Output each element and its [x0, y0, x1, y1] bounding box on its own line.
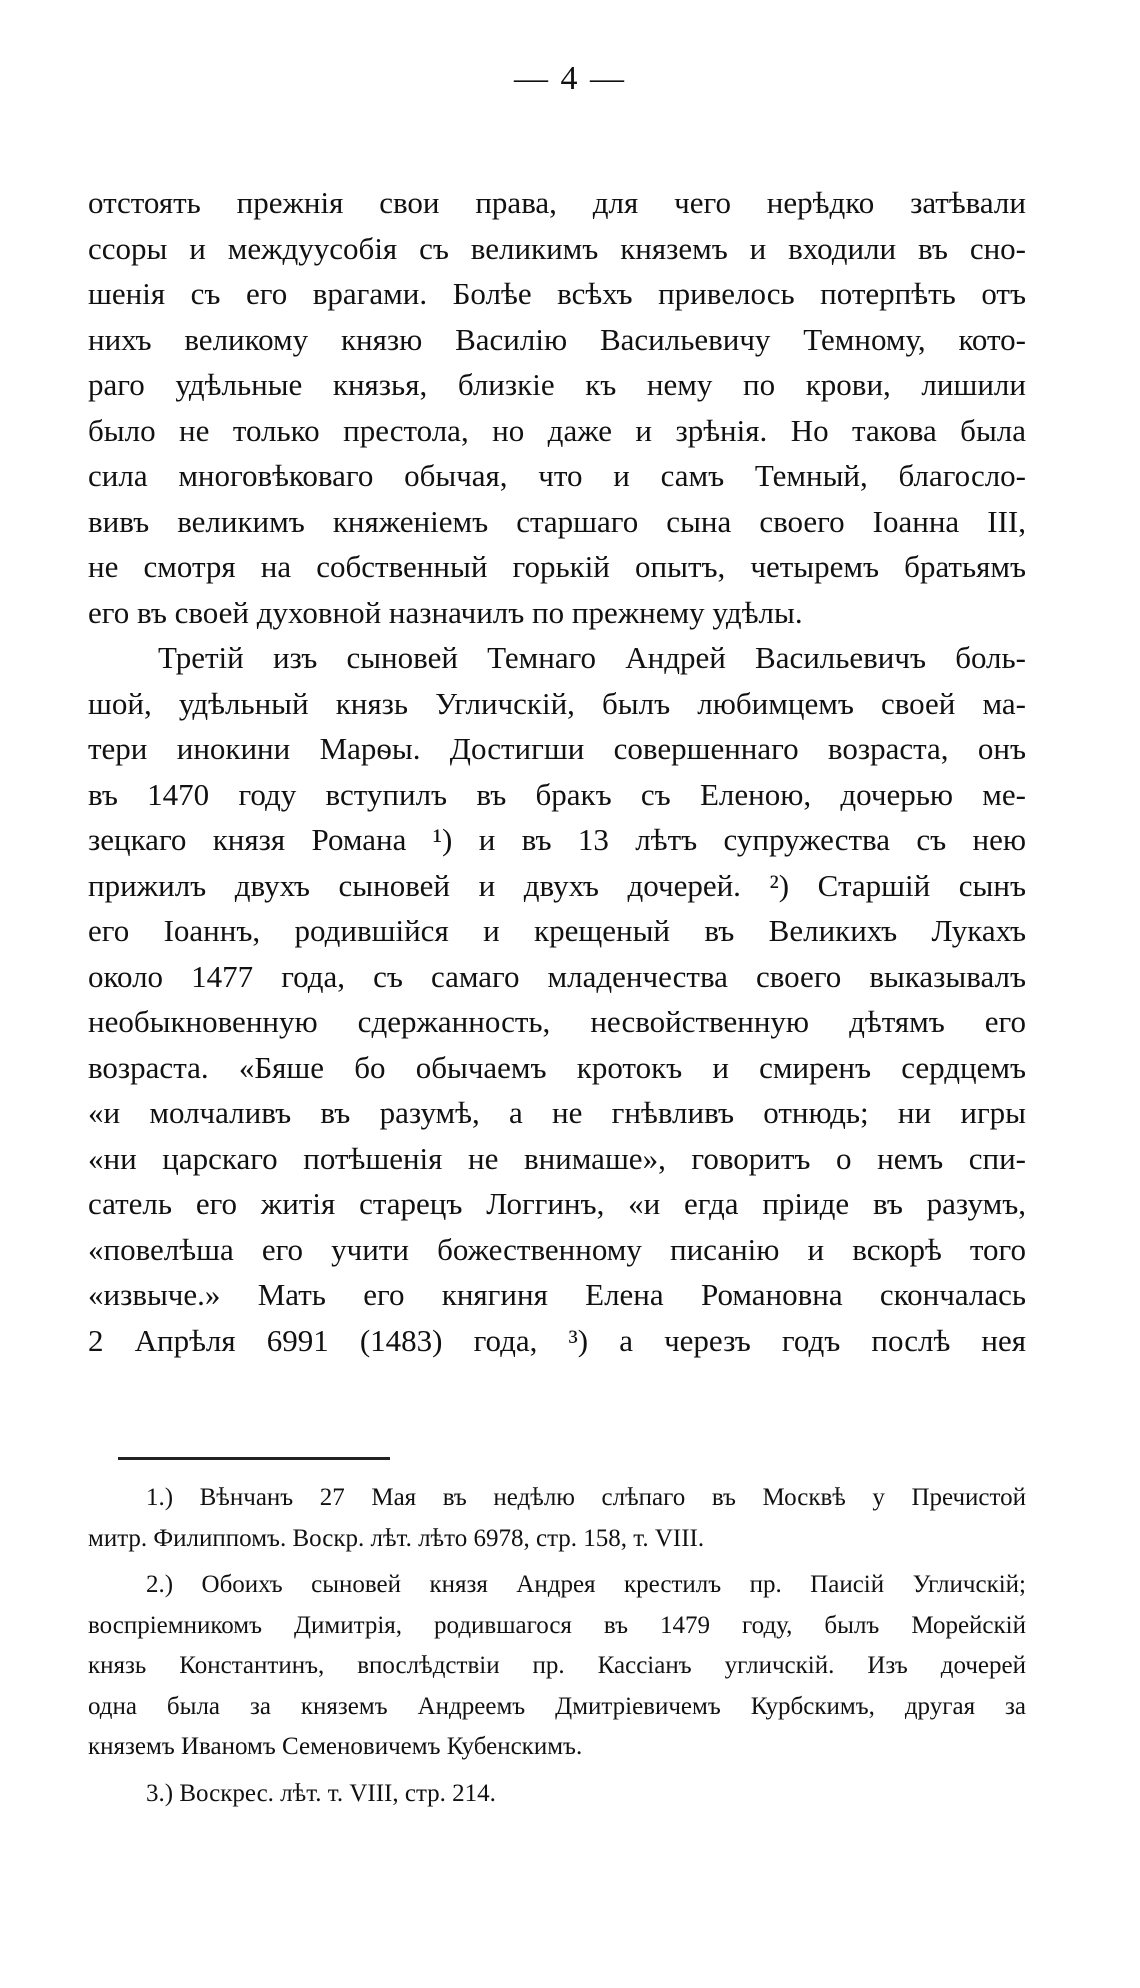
text-line: сатель его житія старецъ Логгинъ, «и егда пріиде въ разумъ, [88, 1186, 1026, 1221]
footnote-line: 2.) Обоихъ сыновей князя Андрея крестилъ пр. Паисій Угличскій; [146, 1571, 1026, 1598]
text-line: зецкаго князя Романа ¹) и въ 13 лѣтъ супружества съ нею [88, 822, 1026, 857]
page-number: — 4 — [514, 60, 626, 97]
text-line: вивъ великимъ княженіемъ старшаго сына своего Іоанна III, [88, 503, 1026, 539]
text-line: отстоять прежнія свои права, для чего нерѣдко затѣвали [88, 185, 1026, 220]
footnote-line: митр. Филиппомъ. Воскр. лѣт. лѣто 6978, стр. 158, т. VIII. [88, 1524, 705, 1552]
footnote-1 [88, 1478, 1026, 1559]
text-line: возраста. «Бяше бо обычаемъ кротокъ и смиренъ сердцемъ [88, 1049, 1026, 1085]
footnotes [88, 1478, 1026, 1814]
text-line: около 1477 года, съ самаго младенчества своего выказывалъ [88, 958, 1026, 994]
text-line: «извыче.» Мать его княгиня Елена Романовна скончалась [88, 1277, 1026, 1312]
text-line: сила многовѣковаго обычая, что и самъ Темный, благосло- [88, 458, 1026, 493]
footnote-3 [88, 1774, 1026, 1815]
footnote-line: 3.) Воскрес. лѣт. т. VIII, стр. 214. [146, 1779, 496, 1807]
text-line: раго удѣльные князья, близкіе къ нему по крови, лишили [88, 367, 1026, 402]
text-line: его въ своей духовной назначилъ по прежнему удѣлы. [88, 594, 803, 630]
text-line: не смотря на собственный горькій опытъ, четыремъ братьямъ [88, 549, 1026, 584]
text-line: 2 Апрѣля 6991 (1483) года, ³) а черезъ годъ послѣ нея [88, 1322, 1026, 1358]
text-line: прижилъ двухъ сыновей и двухъ дочерей. ²) Старшій сынъ [88, 867, 1026, 903]
text-line: «ни царскаго потѣшенія не внимаше», говоритъ о немъ спи- [88, 1140, 1026, 1176]
text-line: «и молчаливъ въ разумѣ, а не гнѣвливъ отнюдь; ни игры [88, 1095, 1026, 1130]
footnote-line: княземъ Иваномъ Семеновичемъ Кубенскимъ. [88, 1733, 583, 1760]
footnote-line: 1.) Вѣнчанъ 27 Мая въ недѣлю слѣпаго въ Москвѣ у Пречистой [146, 1484, 1026, 1511]
text-line: шой, удѣльный князь Угличскій, былъ любимцемъ своей ма- [88, 685, 1026, 721]
text-line: ссоры и междуусобія съ великимъ княземъ и входили въ сно- [88, 230, 1026, 266]
text-line: въ 1470 году вступилъ въ бракъ съ Еленою, дочерью ме- [88, 776, 1026, 812]
footnote-line: князь Константинъ, впослѣдствіи пр. Кассіанъ угличскій. Изъ дочерей [88, 1652, 1026, 1679]
text-line: необыкновенную сдержанность, несвойственную дѣтямъ его [88, 1004, 1026, 1039]
body-text [88, 180, 1026, 1363]
footnote-line: воспріемникомъ Димитрія, родившагося въ 1479 году, былъ Морейскій [88, 1611, 1026, 1639]
text-line: шенія съ его врагами. Болѣе всѣхъ привелось потерпѣть отъ [88, 276, 1026, 311]
text-line: тери инокини Марѳы. Достигши совершеннаго возраста, онъ [88, 731, 1026, 766]
text-line: нихъ великому князю Василію Васильевичу Темному, кото- [88, 321, 1026, 357]
footnote-divider [118, 1457, 390, 1460]
text-line: Третій изъ сыновей Темнаго Андрей Васильевичъ боль- [158, 640, 1026, 675]
footnote-line: одна была за княземъ Андреемъ Дмитріевичемъ Курбскимъ, другая за [88, 1692, 1026, 1720]
footnote-2 [88, 1565, 1026, 1768]
text-line: «повелѣша его учити божественному писанію и вскорѣ того [88, 1231, 1026, 1267]
text-line: его Іоаннъ, родившійся и крещеный въ Великихъ Лукахъ [88, 913, 1026, 948]
text-line: было не только престола, но даже и зрѣнія. Но такова была [88, 412, 1026, 448]
